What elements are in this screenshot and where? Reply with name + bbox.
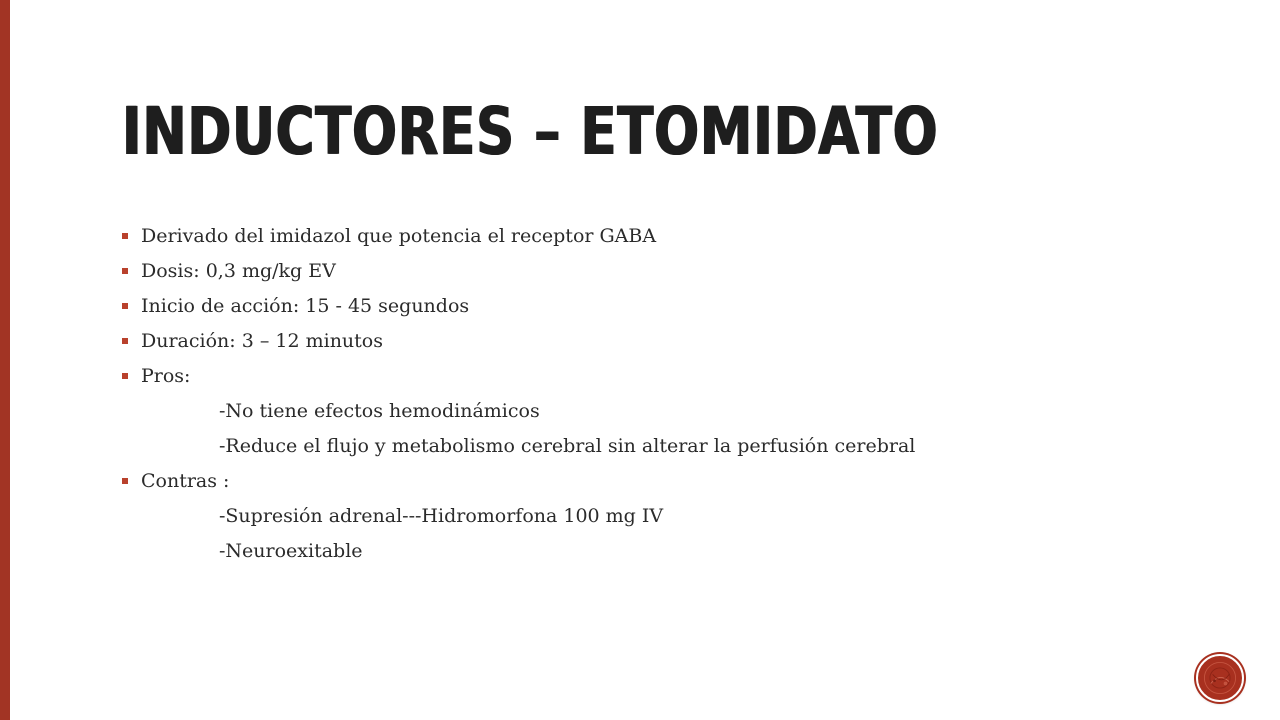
sub-item [122,533,1162,568]
sub-item [122,428,1162,463]
list-item [122,253,1162,288]
list-item-text: Duración: 3 – 12 minutos [141,329,383,352]
square-bullet-icon [122,478,141,484]
square-bullet-icon [122,303,141,309]
sub-item [122,393,1162,428]
sub-item-text: -Neuroexitable [219,539,363,562]
square-bullet-icon [122,338,141,344]
slide-nav-button[interactable] [1196,654,1244,702]
slide-title: INDUCTORES – ETOMIDATO [122,93,939,170]
sub-item-text: -No tiene efectos hemodinámicos [219,399,540,422]
square-bullet-icon [122,268,141,274]
list-item-text: Inicio de acción: 15 - 45 segundos [141,294,470,317]
bullet-list [122,218,1162,568]
list-item-text: Derivado del imidazol que potencia el receptor GABA [141,224,657,247]
list-item-text: Pros: [141,364,191,387]
square-bullet-icon [122,373,141,379]
accent-bar [0,0,10,720]
list-item [122,358,1162,393]
list-item [122,288,1162,323]
square-bullet-icon [122,233,141,239]
list-item-text: Contras : [141,469,230,492]
sub-item-text: -Reduce el flujo y metabolismo cerebral sin alterar la perfusión cerebral [219,434,916,457]
list-item [122,218,1162,253]
circle-logo-icon [1198,656,1242,700]
list-item-text: Dosis: 0,3 mg/kg EV [141,259,336,282]
sub-item-text: -Supresión adrenal---Hidromorfona 100 mg IV [219,504,664,527]
list-item [122,463,1162,498]
list-item [122,323,1162,358]
sub-item [122,498,1162,533]
